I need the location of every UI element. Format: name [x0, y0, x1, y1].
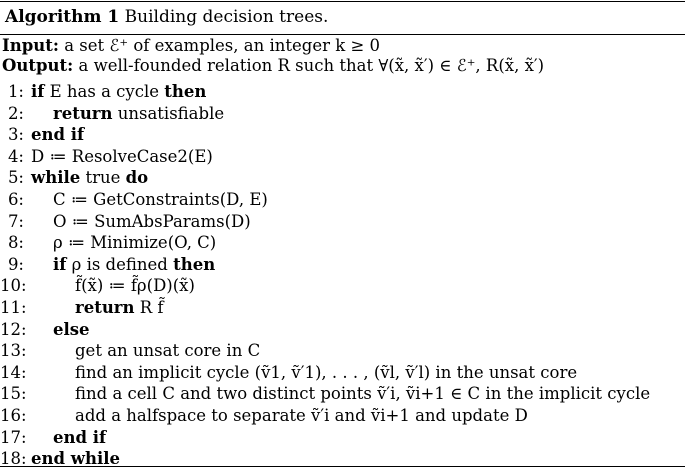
input-label: Input: — [2, 36, 59, 55]
line-code: D ≔ ResolveCase2(E) — [31, 146, 213, 166]
line-code: find a cell C and two distinct points ṽ′i, ṽi+1 ∈ C in the implicit cycle — [75, 384, 651, 404]
output-text: a well-founded relation R such that ∀(x̃, x̃′) ∈ ℰ⁺, R(x̃, x̃′) — [78, 56, 545, 75]
top-rule — [0, 1, 685, 2]
line-number: 4: — [7, 146, 24, 166]
line-number: 12: — [0, 319, 27, 339]
line-number: 9: — [7, 254, 24, 274]
line-number: 17: — [0, 427, 27, 447]
line-number: 10: — [0, 276, 27, 296]
line-number: 15: — [0, 384, 27, 404]
algorithm-title: Building decision trees. — [124, 7, 329, 27]
line-number: 2: — [7, 103, 24, 123]
line-code: C ≔ GetConstraints(D, E) — [53, 190, 268, 209]
bottom-rule — [0, 466, 685, 467]
caption-rule — [0, 34, 685, 35]
line-code: end if — [31, 125, 85, 145]
line-number: 3: — [7, 125, 24, 145]
line-code: get an unsat core in C — [75, 341, 261, 361]
line-code: while true do — [31, 168, 149, 188]
line-code: f̃(x̃) ≔ f̃ρ(D)(x̃) — [75, 276, 195, 296]
line-code: if E has a cycle then — [31, 82, 207, 101]
line-number: 18: — [0, 449, 27, 469]
line-number: 6: — [7, 190, 24, 209]
line-code: return unsatisfiable — [53, 103, 225, 123]
algorithm-label: Algorithm 1 — [5, 7, 120, 27]
line-code: ρ ≔ Minimize(O, C) — [53, 233, 217, 253]
line-number: 13: — [0, 341, 27, 361]
line-code: add a halfspace to separate ṽ′i and ṽi+1 and update D — [75, 406, 528, 425]
output-label: Output: — [2, 56, 74, 75]
output-line — [2, 56, 544, 76]
input-text: a set ℰ⁺ of examples, an integer k ≥ 0 — [64, 36, 381, 55]
line-code: end while — [31, 449, 121, 469]
line-code: else — [53, 319, 90, 339]
line-code: end if — [53, 427, 107, 447]
line-code: find an implicit cycle (ṽ1, ṽ′1), . . . , (ṽl, ṽ′l) in the unsat core — [75, 362, 578, 382]
line-number: 7: — [7, 211, 24, 231]
line-number: 5: — [7, 168, 24, 188]
line-code: if ρ is defined then — [53, 254, 216, 274]
line-number: 14: — [0, 362, 27, 382]
line-code: return R f̃ — [75, 298, 164, 317]
line-code: O ≔ SumAbsParams(D) — [53, 211, 251, 231]
line-number: 8: — [7, 233, 24, 253]
line-number: 11: — [0, 298, 27, 317]
line-number: 16: — [0, 406, 27, 425]
line-number: 1: — [7, 82, 24, 101]
algorithm-caption — [5, 6, 328, 28]
input-line — [2, 36, 380, 56]
